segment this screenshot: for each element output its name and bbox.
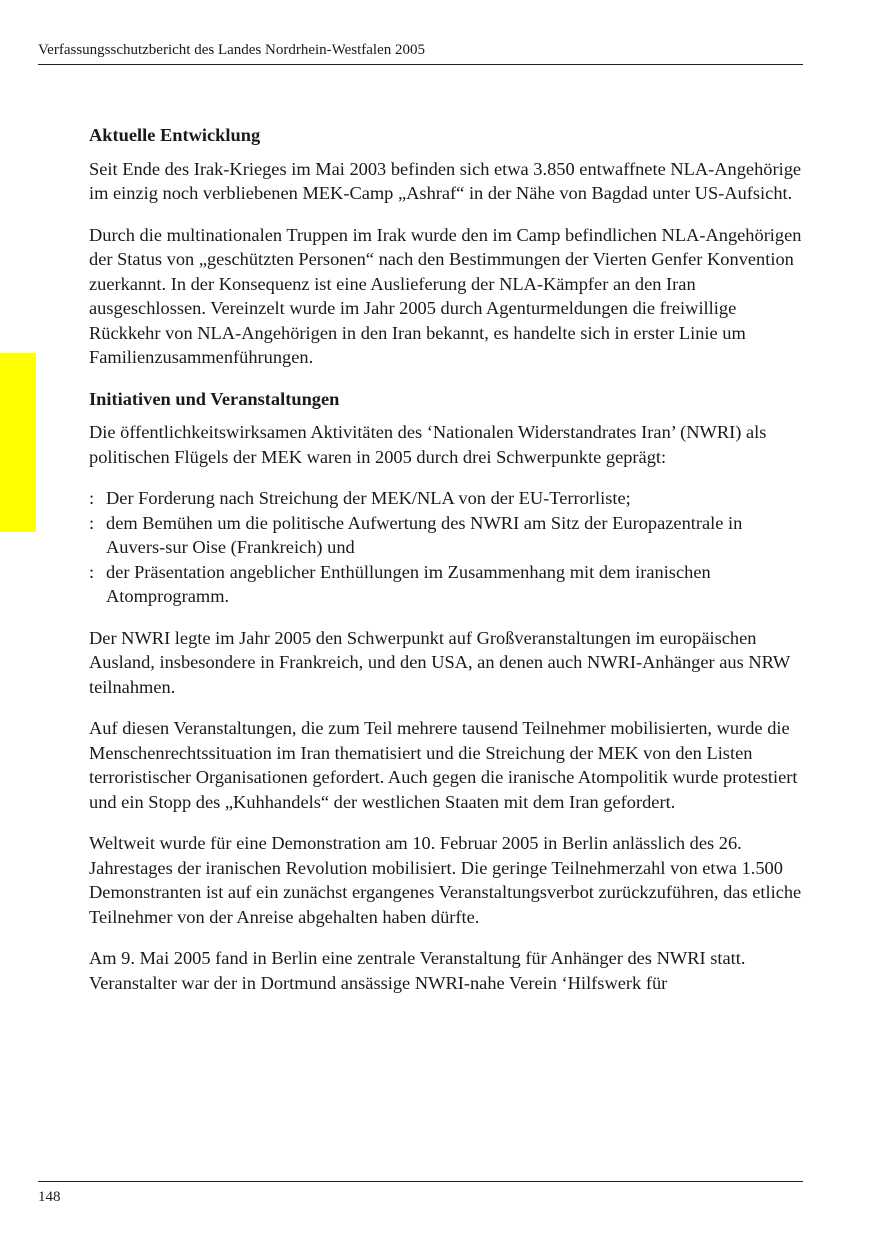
paragraph: Weltweit wurde für eine Demonstration am 10. Februar 2005 in Berlin anlässlich des 26. Jahrestages der iranischen Revolution mobilisiert. Die geringe Teilnehmerzahl von etwa 1.500 Demonstranten ist auf ein zunächst ergangenes Veranstaltungsverbot zurückzuführen, das etliche Teilnehmer von der Anreise abgehalten haben dürfte. xyxy=(89,833,802,927)
paragraph: Die öffentlichkeitswirksamen Aktivitäten des ‘Nationalen Widerstandrates Iran’ (NWRI) als politischen Flügels der MEK waren in 2005 durch drei Schwerpunkte geprägt: xyxy=(89,422,767,467)
bullet-marker: : xyxy=(89,561,95,582)
footer-rule xyxy=(38,1181,803,1182)
bullet-marker: : xyxy=(89,488,95,508)
list-item xyxy=(89,560,804,609)
bullet-marker: : xyxy=(89,512,95,533)
chapter-marker-tab xyxy=(0,353,36,532)
section-heading: Initiativen und Veranstaltungen xyxy=(89,388,340,409)
paragraph: Durch die multinationalen Truppen im Irak wurde den im Camp befindlichen NLA-Angehörigen der Status von „geschützten Personen“ nach den Bestimmungen der Vierten Genfer Konvention zuerkannt. In der Konsequenz ist eine Auslieferung der NLA-Kämpfer an den Iran ausgeschlossen. Vereinzelt wurde im Jahr 2005 durch Agenturmeldungen die freiwillige Rückkehr von NLA-Angehörigen in den Iran bekannt, es handelte sich in erster Linie um Familienzusammenführungen. xyxy=(89,224,802,367)
running-header: Verfassungsschutzbericht des Landes Nordrhein-Westfalen 2005 xyxy=(38,40,803,65)
list-item xyxy=(89,486,804,511)
page-number: 148 xyxy=(38,1189,61,1205)
page-content xyxy=(89,123,804,1012)
list-item-text: Der Forderung nach Streichung der MEK/NLA von der EU-Terrorliste; xyxy=(106,488,631,508)
list-item-text: der Präsentation angeblicher Enthüllungen im Zusammenhang mit dem iranischen Atomprogramm. xyxy=(106,561,711,606)
list-item xyxy=(89,511,804,560)
paragraph: Auf diesen Veranstaltungen, die zum Teil mehrere tausend Teilnehmer mobilisierten, wurde die Menschenrechtssituation im Iran thematisiert und die Streichung der MEK von den Listen terroristischer Organisationen gefordert. Auch gegen die iranische Atompolitik wurde protestiert und ein Stopp des „Kuhhandels“ der westlichen Staaten mit dem Iran gefordert. xyxy=(89,718,798,812)
paragraph: Seit Ende des Irak-Krieges im Mai 2003 befinden sich etwa 3.850 entwaffnete NLA-Angehörige im einzig noch verbliebenen MEK-Camp „Ashraf“ in der Nähe von Bagdad unter US-Aufsicht. xyxy=(89,158,802,203)
section-heading: Aktuelle Entwicklung xyxy=(89,125,261,145)
paragraph: Der NWRI legte im Jahr 2005 den Schwerpunkt auf Großveranstaltungen im europäischen Ausland, insbesondere in Frankreich, und den USA, an denen auch NWRI-Anhänger aus NRW teilnahmen. xyxy=(89,627,790,697)
list-item-text: dem Bemühen um die politische Aufwertung des NWRI am Sitz der Europazentrale in Auvers-sur Oise (Frankreich) und xyxy=(106,512,743,557)
bullet-list xyxy=(89,486,804,609)
paragraph: Am 9. Mai 2005 fand in Berlin eine zentrale Veranstaltung für Anhänger des NWRI statt. Veranstalter war der in Dortmund ansässige NWRI-nahe Verein ‘Hilfswerk für xyxy=(89,948,746,993)
